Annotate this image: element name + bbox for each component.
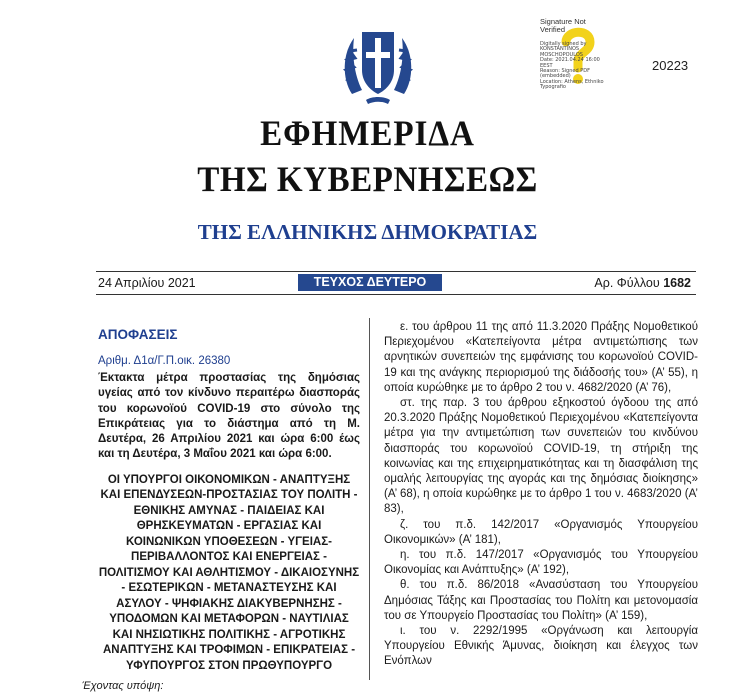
legal-paragraph: θ. του π.δ. 86/2018 «Ανασύσταση του Υπουργείου Δημόσιας Τάξης και Προστασίας του Πολίτη και μετονομασία του σε Υπουργείο Προστασίας του Πολίτη» (Α’ 159), [384,579,698,622]
right-column [384,320,698,670]
issue-date: 24 Απριλίου 2021 [98,276,196,290]
gazette-title-line2: ΤΗΣ ΚΥΒΕΡΝΗΣΕΩΣ [197,159,538,199]
signature-detail: Reason: Signed PDF [540,68,590,75]
sheet-number [594,276,691,290]
column-divider [369,318,370,680]
signature-status-line2: Verified [540,25,566,34]
sheet-number-label: Αρ. Φύλλου [594,276,660,290]
issue-number: 20223 [652,58,689,73]
signature-detail: EEST [540,62,553,69]
section-title: ΑΠΟΦΑΣΕΙΣ [98,327,178,342]
signature-detail: Date: 2021.04.24 16:00 [540,57,600,64]
legal-paragraph: στ. της παρ. 3 του άρθρου εξηκοστού όγδοου της από 20.3.2020 Πράξης Νομοθετικού Περιεχομένου «Κατεπείγοντα μέτρα για την αντιμετώπιση των συνεπειών του κινδύνου διασποράς του κορωνοϊού COVID-19, τη στήριξη της κοινωνίας και της επιχειρηματικότητας και τη διασφάλιση της ομαλής λειτουργίας της αγοράς και της δημόσιας διοίκησης» (Α’ 68), η οποία κυρώθηκε με το άρθρο 1 του ν. 4683/2020 (Α’ 83), [384,397,698,516]
issue-bar-bottom-rule [96,294,696,295]
signature-detail: Typografio [540,84,566,91]
decision-id: Αριθμ. Δ1α/Γ.Π.οικ. 26380 [98,355,231,367]
gazette-title-line1: ΕΦΗΜΕΡΙΔΑ [260,113,475,153]
signature-status-line1: Signature Not [540,17,586,26]
legal-paragraph: ι. του ν. 2292/1995 «Οργάνωση και λειτουργία Υπουργείου Εθνικής Άμυνας, διοίκηση και έλεγχος των Ενόπλων [384,625,698,668]
signature-detail: KONSTANTINOS [540,46,580,53]
signature-detail: Digitally signed by [540,41,587,47]
decision-title: Έκτακτα μέτρα προστασίας της δημόσιας υγείας από τον κίνδυνο περαιτέρω διασποράς του κορωνοϊού COVID-19 στο σύνολο της Επικράτειας για το διάστημα από τη Μ. Δευτέρα, 26 Απριλίου 2021 και ώρα 6:00 έως και τη Δευτέρα, 3 Μαΐου 2021 και ώρα 6:00. [98,372,360,461]
left-column [82,327,360,692]
legal-paragraph: ε. του άρθρου 11 της από 11.3.2020 Πράξης Νομοθετικού Περιεχομένου «Κατεπείγοντα μέτρα αντιμετώπισης των αρνητικών συνεπειών της εμφάνισης του κορωνοϊού COVID-19 και της ανάγκης περιορισμού της διάδοσής του» (Α’ 55), η οποία κυρώθηκε με το άρθρο 2 του ν. 4682/2020 (Α’ 76), [384,321,698,394]
signature-detail: (embedded) [540,73,571,80]
issue-bar-top-rule [96,271,696,272]
coat-of-arms-emblem [342,24,414,108]
legal-paragraph: η. του π.δ. 147/2017 «Οργανισμός του Υπουργείου Οικονομίας και Ανάπτυξης» (Α’ 192), [384,549,698,577]
issuing-authority: ΟΙ ΥΠΟΥΡΓΟΙ ΟΙΚΟΝΟΜΙΚΩΝ - ΑΝΑΠΤΥΞΗΣ ΚΑΙ ΕΠΕΝΔΥΣΕΩΝ-ΠΡΟΣΤΑΣΙΑΣ ΤΟΥ ΠΟΛΙΤΗ - ΕΘΝΙΚΗΣ ΑΜΥΝΑΣ - ΠΑΙΔΕΙΑΣ ΚΑΙ ΘΡΗΣΚΕΥΜΑΤΩΝ - ΕΡΓΑΣΙΑΣ ΚΑΙ ΚΟΙΝΩΝΙΚΩΝ ΥΠΟΘΕΣΕΩΝ - ΥΓΕΙΑΣ-ΠΕΡΙΒΑΛΛΟΝΤΟΣ ΚΑΙ ΕΝΕΡΓΕΙΑΣ - ΠΟΛΙΤΙΣΜΟΥ ΚΑΙ ΑΘΛΗΤΙΣΜΟΥ - ΔΙΚΑΙΟΣΥΝΗΣ - ΕΣΩΤΕΡΙΚΩΝ - ΜΕΤΑΝΑΣΤΕΥΣΗΣ ΚΑΙ ΑΣΥΛΟΥ - ΨΗΦΙΑΚΗΣ ΔΙΑΚΥΒΕΡΝΗΣΗΣ - ΥΠΟΔΟΜΩΝ ΚΑΙ ΜΕΤΑΦΟΡΩΝ - ΝΑΥΤΙΛΙΑΣ ΚΑΙ ΝΗΣΙΩΤΙΚΗΣ ΠΟΛΙΤΙΚΗΣ - ΑΓΡΟΤΙΚΗΣ ΑΝΑΠΤΥΞΗΣ ΚΑΙ ΤΡΟΦΙΜΩΝ - ΕΠΙΚΡΑΤΕΙΑΣ - ΥΦΥΠΟΥΡΓΟΣ ΣΤΟΝ ΠΡΩΘΥΠΟΥΡΓΟ [98,473,360,672]
considering-label: Έχοντας υπόψη: [82,680,164,692]
signature-detail: MOSCHOPOULOS [540,51,583,58]
legal-paragraph: ζ. του π.δ. 142/2017 «Οργανισμός Υπουργείου Οικονομικών» (Α’ 181), [384,518,698,546]
digital-signature-stamp[interactable] [540,17,612,91]
gazette-subtitle: ΤΗΣ ΕΛΛΗΝΙΚΗΣ ΔΗΜΟΚΡΑΤΙΑΣ [197,220,538,244]
issue-series-band: ΤΕΥΧΟΣ ΔΕΥΤΕΡΟ [298,274,442,291]
sheet-number-value: 1682 [663,276,691,290]
signature-detail: Location: Athens, Ethniko [540,78,604,85]
